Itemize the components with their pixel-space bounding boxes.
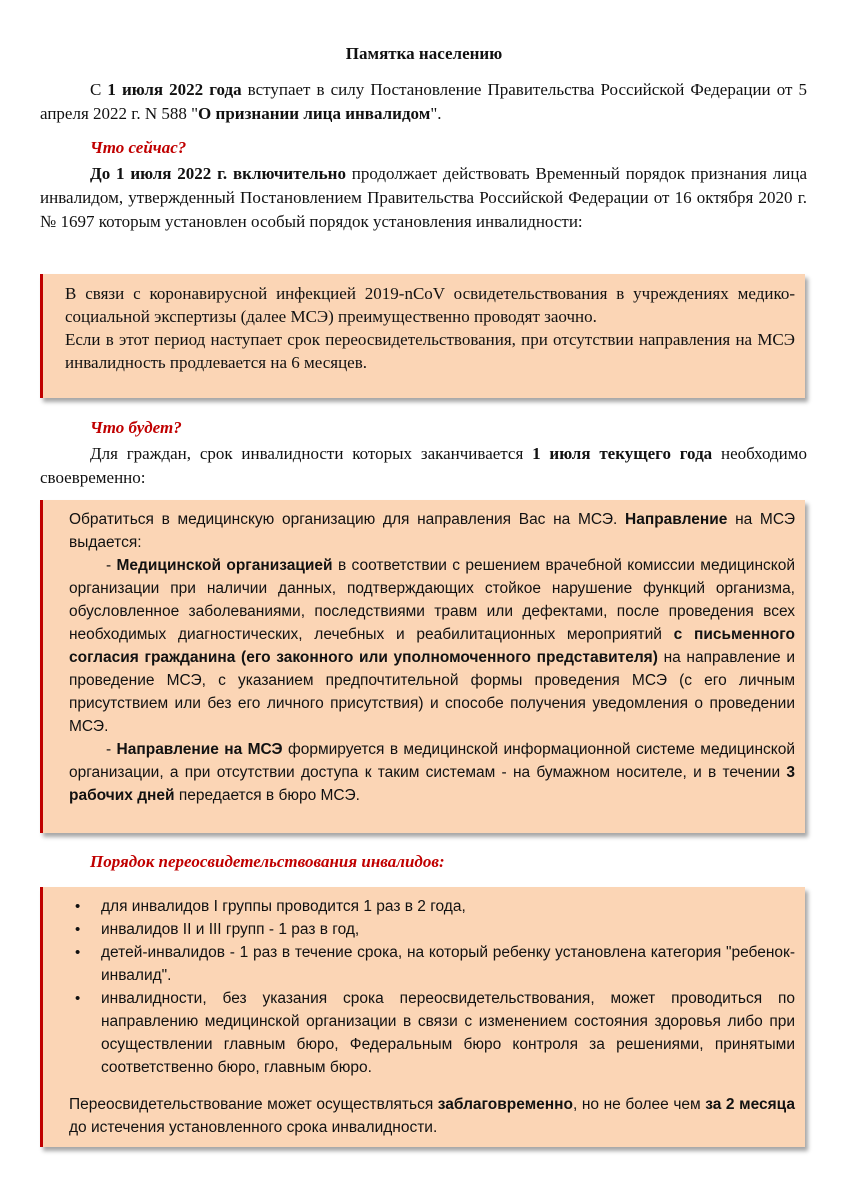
intro-paragraph: С 1 июля 2022 года вступает в силу Постановление Правительства Российской Федерации от 5 апреля 2022 г. N 588 "О признании лица инвалидом". — [40, 80, 807, 123]
future-paragraph: Для граждан, срок инвалидности которых заканчивается 1 июля текущего года необходимо своевременно: — [40, 444, 807, 487]
box1-paragraph-2: Если в этот период наступает срок переосвидетельствования, при отсутствии направления на МСЭ инвалидность продлевается на 6 месяцев. — [65, 330, 795, 372]
box2-paragraph-3: - Направление на МСЭ формируется в медицинской информационной системе медицинской организации, а при отсутствии доступа к таким системам - на бумажном носителе, и в течении 3 рабочих дней передается в бюро МСЭ. — [69, 741, 796, 804]
list-item: • для инвалидов I группы проводится 1 раз в 2 года, — [69, 895, 795, 918]
now-heading: Что сейчас? — [90, 138, 187, 157]
box1-paragraph-1: В связи с коронавирусной инфекцией 2019-nCoV освидетельствования в учреждениях медико-социальной экспертизы (далее МСЭ) преимущественно проводят заочно. — [65, 284, 795, 326]
box2-paragraph-2: - Медицинской организацией в соответствии с решением врачебной комиссии медицинской организации при наличии данных, подтверждающих стойкое нарушение функций организма, обусловленное заболеваниями, последствиями травм или дефектами, после проведения всех необходимых диагностических, лечебных и реабилитационных мероприятий с письменного согласия гражданина (его законного или уполномоченного представителя) на направление и проведение МСЭ, с указанием предпочтительной формы проведения МСЭ (с его личным присутствием или без его личного присутствия) и способе получения уведомления о проведении МСЭ. — [69, 557, 796, 735]
future-heading: Что будет? — [90, 418, 182, 437]
reexamination-box — [40, 887, 805, 1147]
reexamination-list — [69, 895, 795, 1079]
box2-paragraph-1: Обратиться в медицинскую организацию для направления Вас на МСЭ. Направление на МСЭ выдается: — [69, 511, 795, 551]
bullet-icon: • — [75, 990, 81, 1007]
bullet-icon: • — [75, 898, 81, 915]
bullet-icon: • — [75, 944, 81, 961]
box3-closing: Переосвидетельствование может осуществляться заблаговременно, но не более чем за 2 месяца до истечения установленного срока инвалидности. — [69, 1096, 795, 1136]
list-item: • инвалидности, без указания срока переосвидетельствования, может проводиться по направлению медицинской организации в связи с изменением состояния здоровья либо при осуществлении главным бюро, Федеральным бюро контроля за решениями, принятыми соответственно бюро, главным бюро. — [69, 987, 795, 1079]
now-paragraph: До 1 июля 2022 г. включительно продолжает действовать Временный порядок признания лица инвалидом, утвержденный Постановлением Правительства Российской Федерации от 16 октября 2020 г. № 1697 которым установлен особый порядок установления инвалидности: — [40, 164, 807, 231]
list-item: • инвалидов II и III групп - 1 раз в год, — [69, 918, 795, 941]
temporary-order-box — [40, 274, 805, 398]
referral-box — [40, 500, 805, 833]
order-heading: Порядок переосвидетельствования инвалидов: — [90, 852, 445, 871]
page-title: Памятка населению — [345, 44, 503, 63]
list-item: • детей-инвалидов - 1 раз в течение срока, на который ребенку установлена категория "ребенок-инвалид". — [69, 941, 795, 987]
bullet-icon: • — [75, 921, 81, 938]
